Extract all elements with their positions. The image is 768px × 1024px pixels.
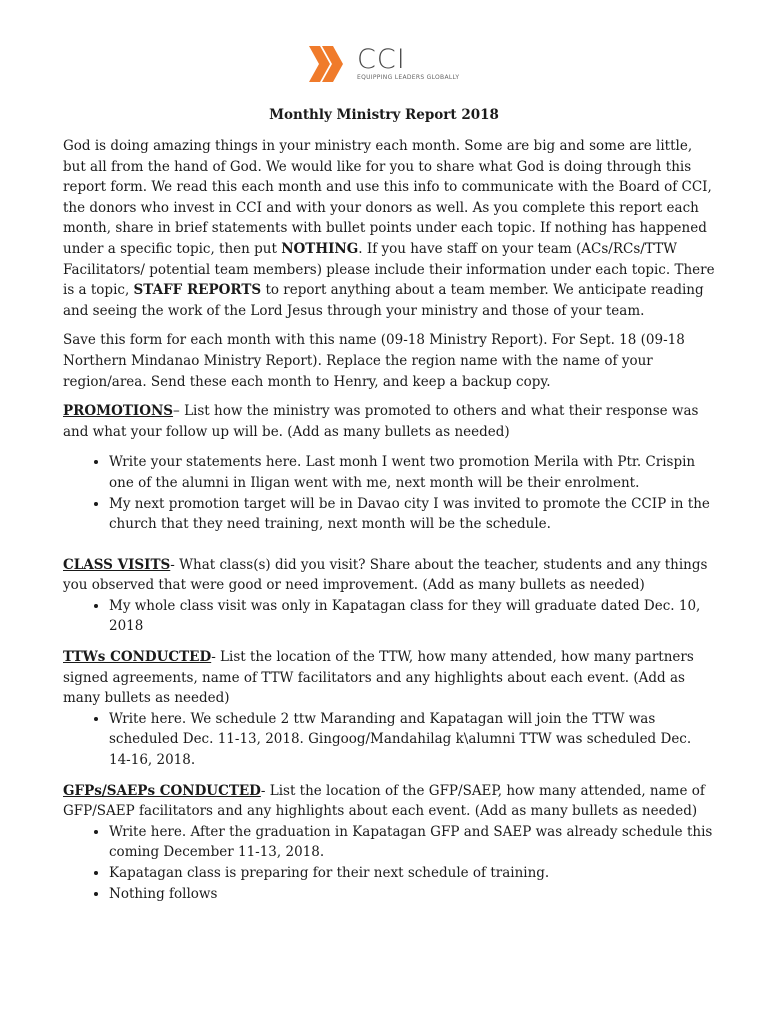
class-visits-section <box>63 555 715 637</box>
class-visits-list <box>63 596 715 637</box>
promotions-text: – List how the ministry was promoted to others and what their response was and what your follow up will be. (Add as many bullets as needed) <box>63 403 699 440</box>
ttws-list <box>63 709 715 771</box>
gfps-list <box>63 822 715 904</box>
list-item: • Write your statements here. Last monh I went two promotion Merila with Ptr. Crispin one of the alumni in Iligan went with me, next month will be their enrolment. <box>109 452 715 493</box>
ttws-text: - List the location of the TTW, how many attended, how many partners signed agreements, name of TTW facilitators and any highlights about each event. (Add as many bullets as needed) <box>63 649 694 707</box>
logo-tagline: EQUIPPING LEADERS GLOBALLY <box>357 73 460 81</box>
class-visits-heading: CLASS VISITS <box>63 556 171 573</box>
chevron-logo-icon <box>309 46 351 82</box>
promotions-heading: PROMOTIONS <box>63 403 174 420</box>
intro-paragraph <box>63 136 715 321</box>
logo-name: CCI <box>357 43 406 75</box>
list-item: • Kapatagan class is preparing for their next schedule of training. <box>109 863 715 884</box>
intro-bold-staff-reports: STAFF REPORTS <box>133 282 262 299</box>
ttws-description <box>63 647 715 709</box>
class-visits-text: - What class(s) did you visit? Share about the teacher, students and any things you observed that were good or need improvement. (Add as many bullets as needed) <box>63 556 708 594</box>
save-note-paragraph: Save this form for each month with this name (09-18 Ministry Report). For Sept. 18 (09-18 Northern Mindanao Ministry Report). Replace the region name with the name of your region/area. Send these each month to Henry, and keep a backup copy. <box>63 332 685 390</box>
promotions-description <box>63 401 715 442</box>
intro-text-1: God is doing amazing things in your ministry each month. Some are big and some are little, but all from the hand of God. We would like for you to share what God is doing through this report form. We read this each month and use this info to communicate with the Board of CCI, the donors who invest in CCI and with your donors as well. As you complete this report each month, share in brief statements with bullet points under each topic. If nothing has happened under a specific topic, then put <box>63 138 712 257</box>
promotions-list <box>63 452 715 534</box>
report-body <box>63 136 715 904</box>
report-title: Monthly Ministry Report 2018 <box>269 107 499 123</box>
gfps-heading: GFPs/SAEPs CONDUCTED <box>63 782 261 799</box>
list-item: • My whole class visit was only in Kapatagan class for they will graduate dated Dec. 10, 2018 <box>109 596 715 637</box>
gfps-section <box>63 781 715 905</box>
ttws-section <box>63 647 715 771</box>
gfps-text: - List the location of the GFP/SAEP, how many attended, name of GFP/SAEP facilitators and any highlights about each event. (Add as many bullets as needed) <box>63 782 705 820</box>
gfps-description <box>63 781 715 822</box>
list-item: • Write here. We schedule 2 ttw Maranding and Kapatagan will join the TTW was scheduled Dec. 11-13, 2018. Gingoog/Mandahilag k\alumni TTW was scheduled Dec. 14-16, 2018. <box>109 709 715 771</box>
cci-logo <box>309 43 460 82</box>
intro-text-3: to report anything about a team member. We anticipate reading and seeing the work of the Lord Jesus through your ministry and those of your team. <box>63 282 704 319</box>
intro-bold-nothing: NOTHING <box>281 240 359 257</box>
list-item: • My next promotion target will be in Davao city I was invited to promote the CCIP in the church that they need training, next month will be the schedule. <box>109 494 715 535</box>
list-item: • Write here. After the graduation in Kapatagan GFP and SAEP was already schedule this coming December 11-13, 2018. <box>109 822 715 863</box>
promotions-section <box>63 401 715 535</box>
ttws-heading: TTWs CONDUCTED <box>63 649 212 666</box>
class-visits-description <box>63 555 715 596</box>
list-item: • Nothing follows <box>109 884 715 905</box>
intro-text-2: . If you have staff on your team (ACs/RCs/TTW Facilitators/ potential team members) please include their information under each topic. There is a topic, <box>63 240 715 299</box>
